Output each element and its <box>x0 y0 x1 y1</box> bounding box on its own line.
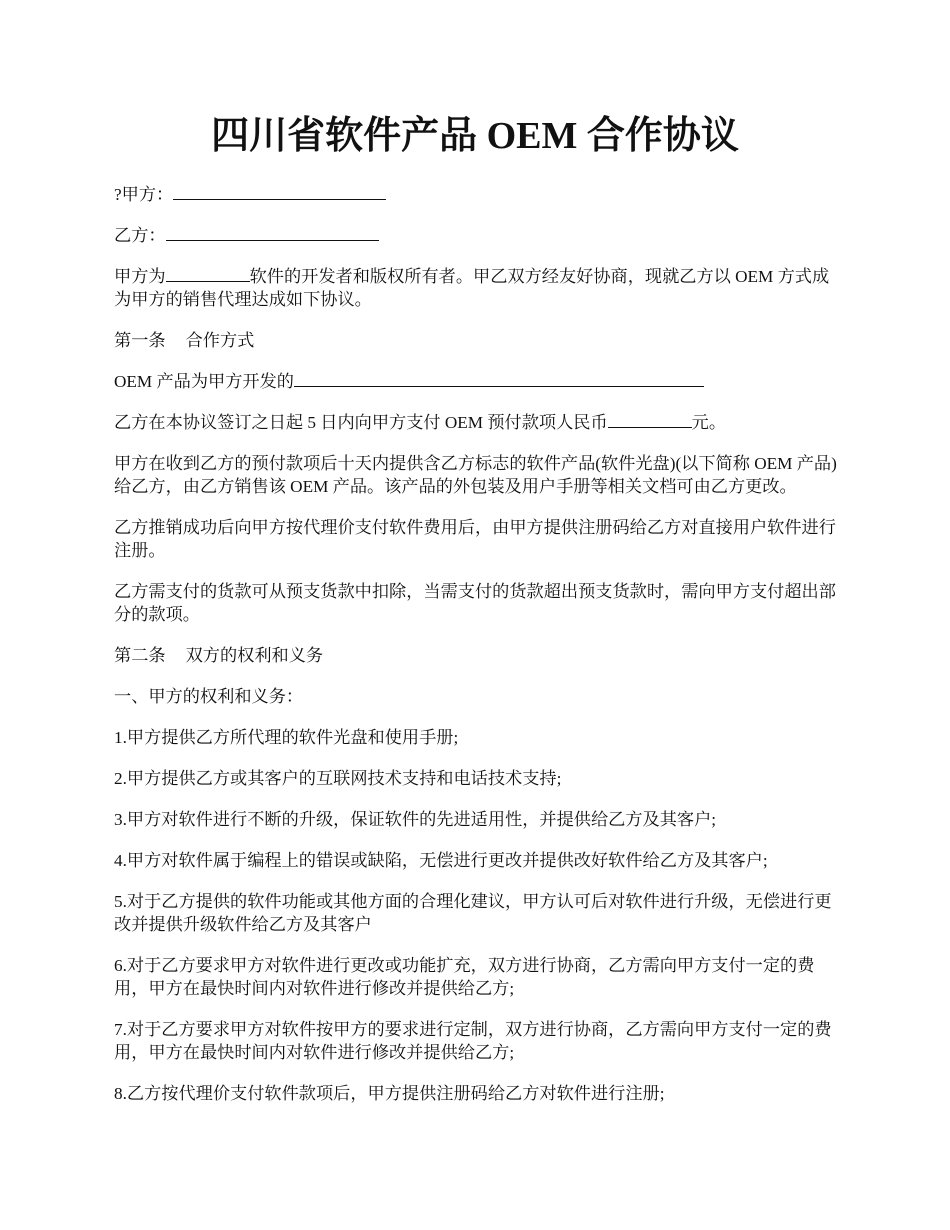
section-a-heading: 一、甲方的权利和义务： <box>114 687 304 706</box>
document-body <box>114 183 842 1123</box>
party-b-line <box>114 224 842 247</box>
prepay-suffix: 元。 <box>691 413 727 432</box>
article-1-heading <box>114 329 842 352</box>
registration-paragraph: 乙方推销成功后向甲方按代理价支付软件费用后，由甲方提供注册码给乙方对直接用户软件进行注册。 <box>114 518 836 560</box>
article-2-heading <box>114 644 842 667</box>
software-name-blank <box>166 265 250 282</box>
document-title: 四川省软件产品 OEM 合作协议 <box>211 115 739 157</box>
intro-prefix: 甲方为 <box>114 267 166 286</box>
intro-paragraph <box>114 265 842 311</box>
oem-product-line <box>114 370 842 393</box>
party-a-blank <box>173 183 386 200</box>
list-item: 8.乙方按代理价支付软件款项后，甲方提供注册码给乙方对软件进行注册; <box>114 1084 665 1103</box>
prepay-amount-blank <box>608 411 692 428</box>
prepay-prefix: 乙方在本协议签订之日起 5 日内向甲方支付 OEM 预付款项人民币 <box>114 413 608 432</box>
payment-paragraph: 乙方需支付的货款可从预支货款中扣除，当需支付的货款超出预支货款时，需向甲方支付超出部分的款项。 <box>114 582 836 624</box>
list-item: 3.甲方对软件进行不断的升级，保证软件的先进适用性，并提供给乙方及其客户; <box>114 810 717 829</box>
list-item: 6.对于乙方要求甲方对软件进行更改或功能扩充，双方进行协商，乙方需向甲方支付一定的费用，甲方在最快时间内对软件进行修改并提供给乙方; <box>114 956 815 998</box>
party-a-line <box>114 183 842 206</box>
list-item: 7.对于乙方要求甲方对软件按甲方的要求进行定制，双方进行协商，乙方需向甲方支付一定的费用，甲方在最快时间内对软件进行修改并提供给乙方; <box>114 1020 832 1062</box>
party-b-label: 乙方： <box>114 226 166 245</box>
list-item: 5.对于乙方提供的软件功能或其他方面的合理化建议，甲方认可后对软件进行升级，无偿进行更改并提供升级软件给乙方及其客户 <box>114 892 832 934</box>
delivery-paragraph: 甲方在收到乙方的预付款项后十天内提供含乙方标志的软件产品(软件光盘)(以下简称 OEM 产品)给乙方，由乙方销售该 OEM 产品。该产品的外包装及用户手册等相关文档可由乙方更改。 <box>114 454 837 496</box>
article-2-number: 第二条 <box>114 646 166 665</box>
article-1-title: 合作方式 <box>185 331 255 350</box>
party-b-blank <box>166 224 379 241</box>
party-a-label: ?甲方： <box>114 185 174 204</box>
oem-product-prefix: OEM 产品为甲方开发的 <box>114 372 294 391</box>
intro-suffix: 软件的开发者和版权所有者。甲乙双方经友好协商，现就乙方以 OEM 方式成为甲方的销售代理达成如下协议。 <box>114 267 830 309</box>
oem-product-blank <box>294 370 704 387</box>
article-1-number: 第一条 <box>114 331 166 350</box>
list-item: 1.甲方提供乙方所代理的软件光盘和使用手册; <box>114 728 459 747</box>
prepayment-line <box>114 411 842 434</box>
list-item: 2.甲方提供乙方或其客户的互联网技术支持和电话技术支持; <box>114 769 562 788</box>
list-item: 4.甲方对软件属于编程上的错误或缺陷，无偿进行更改并提供改好软件给乙方及其客户; <box>114 851 768 870</box>
article-2-title: 双方的权利和义务 <box>185 646 324 665</box>
